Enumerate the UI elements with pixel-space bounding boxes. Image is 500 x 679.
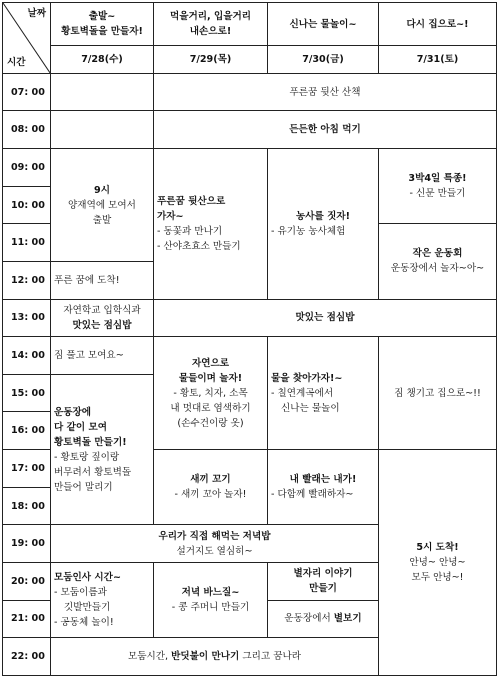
day3-laundry: 내 빨래는 내가! - 다함께 빨래하자~	[268, 450, 379, 525]
empty-cell	[51, 111, 154, 149]
morning-walk: 푸른꿈 뒷산 산책	[154, 73, 497, 111]
day3-valley-water-play: 물을 찾아가자!~ - 칠연계곡에서 신나는 물놀이	[268, 337, 379, 450]
schedule-table	[2, 2, 497, 676]
day2-natural-dyeing: 자연으로 물들이며 놀자! - 황토, 치자, 소목 내 멋대로 염색하기 (손수건이랑 옷)	[154, 337, 268, 450]
day2-title: 먹을거리, 입을거리 내손으로!	[154, 3, 268, 46]
day1-group-greeting: 모둠인사 시간~ - 모둠이름과 깃발만들기 - 공동체 놀이!	[51, 562, 154, 637]
day4-pack-up: 짐 챙기고 집으로~!!	[379, 337, 497, 450]
day2-date: 7/29(목)	[154, 46, 268, 74]
day1-unpack: 짐 풀고 모여요~	[51, 337, 154, 375]
day1-date: 7/28(수)	[51, 46, 154, 74]
corner-time-label: 시간	[7, 56, 26, 68]
day3-title: 신나는 물놀이~	[268, 3, 379, 46]
day2-sewing: 저녁 바느질~ - 콩 주머니 만들기	[154, 562, 268, 637]
time-1300: 13: 00	[3, 299, 51, 337]
day4-date: 7/31(토)	[379, 46, 497, 74]
day3-date: 7/30(금)	[268, 46, 379, 74]
lunch: 맛있는 점심밥	[154, 299, 497, 337]
day3-constellation-story: 별자리 이야기 만들기	[268, 562, 379, 600]
time-1600: 16: 00	[3, 412, 51, 450]
time-2000: 20: 00	[3, 562, 51, 600]
time-1100: 11: 00	[3, 224, 51, 262]
day1-opening-lunch: 자연학교 입학식과 맛있는 점심밥	[51, 299, 154, 337]
day3-stargazing: 운동장에서 별보기	[268, 600, 379, 638]
time-1400: 14: 00	[3, 337, 51, 375]
day4-title: 다시 집으로~!	[379, 3, 497, 46]
day4-arrival-home: 5시 도착! 안녕~ 안녕~ 모두 안녕~!	[379, 450, 497, 676]
time-2200: 22: 00	[3, 638, 51, 676]
dinner: 우리가 직접 해먹는 저녁밥 설거지도 열심히~	[51, 525, 379, 563]
day1-departure: 9시 양재역에 모여서 출발	[51, 149, 154, 262]
time-1500: 15: 00	[3, 374, 51, 412]
night-fireflies: 모둠시간, 반딧불이 만나기 그리고 꿈나라	[51, 638, 379, 676]
corner-header	[3, 3, 51, 74]
day4-sports-day: 작은 운동회 운동장에서 놀자~아~	[379, 224, 497, 299]
time-0700: 07: 00	[3, 73, 51, 111]
time-2100: 21: 00	[3, 600, 51, 638]
day1-title: 출발~ 황토벽돌을 만들자!	[51, 3, 154, 46]
time-1000: 10: 00	[3, 186, 51, 224]
day3-farming: 농사를 짓자! - 유기농 농사체험	[268, 149, 379, 300]
day1-brick-making: 운동장에 다 같이 모여 황토벽돌 만들기! - 황토랑 짚이랑 버무려서 황토벽돌 만들어 말리기	[51, 374, 154, 525]
breakfast: 든든한 아침 먹기	[154, 111, 497, 149]
time-1900: 19: 00	[3, 525, 51, 563]
day4-newspaper: 3박4일 특종! - 신문 만들기	[379, 149, 497, 224]
time-0800: 08: 00	[3, 111, 51, 149]
day1-arrival: 푸른 꿈에 도착!	[51, 261, 154, 299]
day2-mountain-trip: 푸른꿈 뒷산으로 가자~ - 동꽃과 만나기 - 산야초효소 만들기	[154, 149, 268, 300]
time-1700: 17: 00	[3, 450, 51, 488]
corner-date-label: 날짜	[27, 8, 46, 19]
time-1200: 12: 00	[3, 261, 51, 299]
empty-cell	[51, 73, 154, 111]
time-1800: 18: 00	[3, 487, 51, 525]
day2-rope-twisting: 새끼 꼬기 - 새끼 꼬아 놀자!	[154, 450, 268, 525]
time-0900: 09: 00	[3, 149, 51, 187]
